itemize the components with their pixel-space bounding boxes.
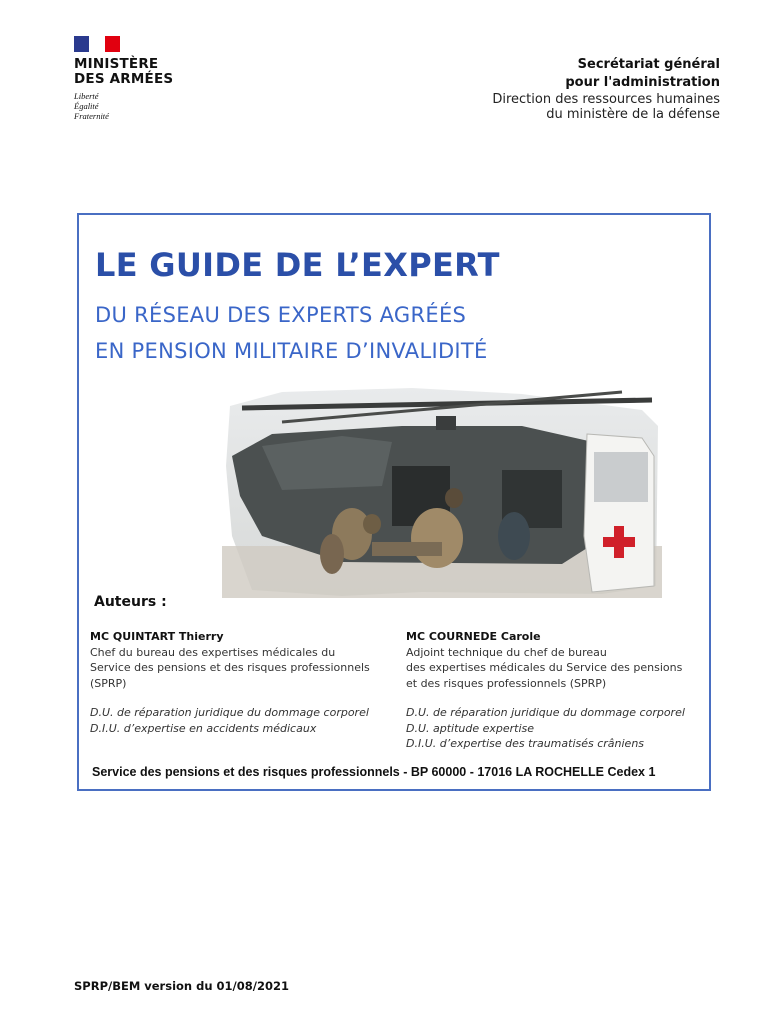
motto-line: Fraternité [74, 111, 109, 121]
republic-motto [74, 91, 173, 121]
author-role-line: Chef du bureau des expertises médicales du [90, 645, 336, 659]
author-role-line: Service des pensions et des risques professionnels [90, 661, 370, 674]
ministry-name [74, 57, 173, 87]
diploma-line: D.U. de réparation juridique du dommage corporel [90, 706, 369, 719]
ministry-line-2: DES ARMÉES [74, 71, 174, 87]
author-block [406, 629, 685, 752]
author-role-line: et des risques professionnels (SPRP) [406, 676, 607, 690]
authors-heading: Auteurs : [94, 594, 167, 610]
diploma-line: D.I.U. d’expertise des traumatisés crâniens [406, 737, 645, 750]
author-role-line: (SPRP) [90, 676, 127, 690]
author-diplomas [406, 705, 685, 752]
ministry-logo [74, 36, 173, 121]
version-footer: SPRP/BEM version du 01/08/2021 [74, 979, 289, 993]
admin-line-1: Secrétariat général [577, 57, 720, 72]
service-address: Service des pensions et des risques professionnels - BP 60000 - 17016 LA ROCHELLE Cedex 1 [92, 765, 656, 779]
administration-header [492, 56, 720, 122]
diploma-line: D.U. de réparation juridique du dommage corporel [406, 706, 685, 719]
author-role-line: des expertises médicales du Service des pensions [406, 661, 683, 674]
admin-line-2: pour l'administration [565, 75, 720, 90]
author-block [90, 629, 370, 736]
motto-line: Liberté [74, 91, 99, 101]
author-name: MC QUINTART Thierry [90, 630, 224, 643]
french-flag-icon [74, 36, 120, 52]
admin-line-4: du ministère de la défense [546, 107, 720, 122]
ministry-line-1: MINISTÈRE [74, 56, 159, 72]
helicopter-medevac-photo [222, 386, 662, 598]
author-name: MC COURNEDE Carole [406, 630, 541, 643]
motto-line: Égalité [74, 101, 99, 111]
admin-line-3: Direction des ressources humaines [492, 92, 720, 107]
author-role-line: Adjoint technique du chef de bureau [406, 645, 607, 659]
subtitle-line-2: EN PENSION MILITAIRE D’INVALIDITÉ [95, 339, 488, 363]
diploma-line: D.U. aptitude expertise [406, 721, 535, 735]
subtitle-line-1: DU RÉSEAU DES EXPERTS AGRÉÉS [95, 303, 467, 327]
document-title: LE GUIDE DE L’EXPERT [95, 246, 500, 284]
diploma-line: D.I.U. d’expertise en accidents médicaux [90, 721, 317, 735]
author-diplomas [90, 705, 370, 736]
document-subtitle [95, 297, 488, 369]
